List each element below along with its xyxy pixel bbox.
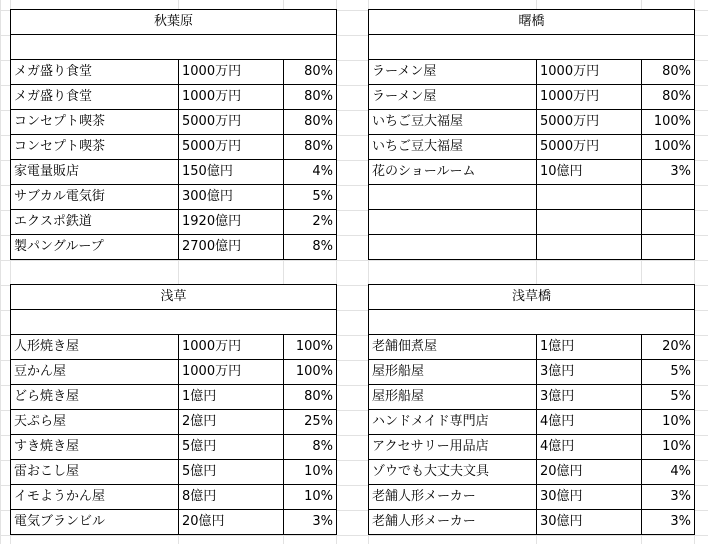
- name-cell[interactable]: 屋形船屋: [369, 360, 537, 385]
- name-cell[interactable]: サブカル電気街: [11, 185, 179, 210]
- amount-cell[interactable]: 1000万円: [179, 85, 284, 110]
- amount-cell[interactable]: 300億円: [179, 185, 284, 210]
- amount-cell[interactable]: 1000万円: [537, 85, 642, 110]
- name-cell[interactable]: 老舗人形メーカー: [369, 510, 537, 535]
- table-row: [369, 235, 695, 260]
- amount-cell[interactable]: 2億円: [179, 410, 284, 435]
- name-cell[interactable]: [369, 235, 537, 260]
- percent-cell[interactable]: 3%: [642, 160, 695, 185]
- name-cell[interactable]: ハンドメイド専門店: [369, 410, 537, 435]
- amount-cell[interactable]: [537, 210, 642, 235]
- percent-cell[interactable]: 80%: [642, 60, 695, 85]
- table-row: [11, 185, 337, 210]
- name-cell[interactable]: 家電量販店: [11, 160, 179, 185]
- name-cell[interactable]: 花のショールーム: [369, 160, 537, 185]
- name-cell[interactable]: 天ぷら屋: [11, 410, 179, 435]
- name-cell[interactable]: メガ盛り食堂: [11, 60, 179, 85]
- amount-cell[interactable]: 3億円: [537, 360, 642, 385]
- name-cell[interactable]: イモようかん屋: [11, 485, 179, 510]
- name-cell[interactable]: 雷おこし屋: [11, 460, 179, 485]
- percent-cell[interactable]: [642, 235, 695, 260]
- amount-cell[interactable]: 30億円: [537, 485, 642, 510]
- percent-cell[interactable]: 10%: [642, 410, 695, 435]
- amount-cell[interactable]: 5000万円: [537, 135, 642, 160]
- percent-cell[interactable]: 20%: [642, 335, 695, 360]
- table-row: [11, 60, 337, 85]
- name-cell[interactable]: ラーメン屋: [369, 85, 537, 110]
- table-row: [369, 135, 695, 160]
- table-akihabara: [10, 9, 337, 260]
- amount-cell[interactable]: 2700億円: [179, 235, 284, 260]
- table-row: [11, 210, 337, 235]
- amount-cell[interactable]: 1000万円: [179, 360, 284, 385]
- table-row: [369, 435, 695, 460]
- table-row: [369, 335, 695, 360]
- amount-cell[interactable]: 1億円: [537, 335, 642, 360]
- table-row: [11, 435, 337, 460]
- amount-cell[interactable]: 8億円: [179, 485, 284, 510]
- percent-cell[interactable]: 80%: [284, 85, 337, 110]
- table-asakusa: [10, 284, 337, 535]
- name-cell[interactable]: コンセプト喫茶: [11, 110, 179, 135]
- amount-cell[interactable]: 20億円: [537, 460, 642, 485]
- percent-cell[interactable]: 25%: [284, 410, 337, 435]
- table-row: [11, 360, 337, 385]
- amount-cell[interactable]: 1000万円: [179, 60, 284, 85]
- name-cell[interactable]: 老舗佃煮屋: [369, 335, 537, 360]
- table-akebonobashi: [368, 9, 695, 260]
- percent-cell[interactable]: [642, 185, 695, 210]
- table-row: [369, 210, 695, 235]
- blank-cell[interactable]: [369, 310, 695, 335]
- percent-cell[interactable]: 10%: [284, 460, 337, 485]
- table-row: [11, 160, 337, 185]
- table-row: [369, 60, 695, 85]
- amount-cell[interactable]: 10億円: [537, 160, 642, 185]
- percent-cell[interactable]: 4%: [284, 160, 337, 185]
- name-cell[interactable]: 老舗人形メーカー: [369, 485, 537, 510]
- name-cell[interactable]: エクスポ鉄道: [11, 210, 179, 235]
- amount-cell[interactable]: [537, 185, 642, 210]
- name-cell[interactable]: 豆かん屋: [11, 360, 179, 385]
- amount-cell[interactable]: 5億円: [179, 460, 284, 485]
- percent-cell[interactable]: [642, 210, 695, 235]
- amount-cell[interactable]: 5000万円: [537, 110, 642, 135]
- percent-cell[interactable]: 5%: [642, 385, 695, 410]
- name-cell[interactable]: すき焼き屋: [11, 435, 179, 460]
- table-row: [11, 335, 337, 360]
- percent-cell[interactable]: 3%: [284, 510, 337, 535]
- amount-cell[interactable]: 1億円: [179, 385, 284, 410]
- name-cell[interactable]: コンセプト喫茶: [11, 135, 179, 160]
- percent-cell[interactable]: 5%: [284, 185, 337, 210]
- table-row: [11, 110, 337, 135]
- name-cell[interactable]: ゾウでも大丈夫文具: [369, 460, 537, 485]
- table-asakusabashi: [368, 284, 695, 535]
- amount-cell[interactable]: 150億円: [179, 160, 284, 185]
- table-row: [369, 485, 695, 510]
- amount-cell[interactable]: 5000万円: [179, 110, 284, 135]
- table-row: [11, 460, 337, 485]
- percent-cell[interactable]: 3%: [642, 485, 695, 510]
- blank-cell[interactable]: [11, 35, 337, 60]
- name-cell[interactable]: いちご豆大福屋: [369, 135, 537, 160]
- percent-cell[interactable]: 100%: [642, 110, 695, 135]
- amount-cell[interactable]: 3億円: [537, 385, 642, 410]
- percent-cell[interactable]: 100%: [284, 360, 337, 385]
- percent-cell[interactable]: 10%: [642, 435, 695, 460]
- amount-cell[interactable]: 1920億円: [179, 210, 284, 235]
- name-cell[interactable]: 人形焼き屋: [11, 335, 179, 360]
- name-cell[interactable]: 屋形船屋: [369, 385, 537, 410]
- amount-cell[interactable]: 30億円: [537, 510, 642, 535]
- percent-cell[interactable]: 80%: [284, 135, 337, 160]
- blank-cell[interactable]: [11, 310, 337, 335]
- percent-cell[interactable]: 2%: [284, 210, 337, 235]
- percent-cell[interactable]: 4%: [642, 460, 695, 485]
- name-cell[interactable]: 製パングループ: [11, 235, 179, 260]
- table-title[interactable]: 曙橋: [369, 10, 695, 35]
- table-row: [11, 135, 337, 160]
- name-cell[interactable]: [369, 210, 537, 235]
- amount-cell[interactable]: 1000万円: [179, 335, 284, 360]
- name-cell[interactable]: 電気ブランビル: [11, 510, 179, 535]
- amount-cell[interactable]: 4億円: [537, 410, 642, 435]
- table-row: [11, 385, 337, 410]
- table-title[interactable]: 浅草: [11, 285, 337, 310]
- percent-cell[interactable]: 100%: [284, 335, 337, 360]
- percent-cell[interactable]: 80%: [642, 85, 695, 110]
- percent-cell[interactable]: 80%: [284, 110, 337, 135]
- table-title[interactable]: 秋葉原: [11, 10, 337, 35]
- amount-cell[interactable]: 4億円: [537, 435, 642, 460]
- table-row: [369, 360, 695, 385]
- table-row: [369, 185, 695, 210]
- amount-cell[interactable]: 20億円: [179, 510, 284, 535]
- table-row: [11, 235, 337, 260]
- table-row: [369, 510, 695, 535]
- name-cell[interactable]: ラーメン屋: [369, 60, 537, 85]
- table-row: [369, 85, 695, 110]
- percent-cell[interactable]: 10%: [284, 485, 337, 510]
- name-cell[interactable]: [369, 185, 537, 210]
- table-row: [369, 160, 695, 185]
- percent-cell[interactable]: 80%: [284, 385, 337, 410]
- blank-cell[interactable]: [369, 35, 695, 60]
- table-row: [11, 485, 337, 510]
- table-row: [11, 510, 337, 535]
- table-row: [11, 85, 337, 110]
- amount-cell[interactable]: 5億円: [179, 435, 284, 460]
- table-row: [369, 460, 695, 485]
- name-cell[interactable]: メガ盛り食堂: [11, 85, 179, 110]
- table-row: [369, 385, 695, 410]
- table-title[interactable]: 浅草橋: [369, 285, 695, 310]
- name-cell[interactable]: いちご豆大福屋: [369, 110, 537, 135]
- percent-cell[interactable]: 100%: [642, 135, 695, 160]
- percent-cell[interactable]: 8%: [284, 235, 337, 260]
- table-row: [369, 410, 695, 435]
- percent-cell[interactable]: 5%: [642, 360, 695, 385]
- percent-cell[interactable]: 3%: [642, 510, 695, 535]
- amount-cell[interactable]: [537, 235, 642, 260]
- name-cell[interactable]: どら焼き屋: [11, 385, 179, 410]
- table-row: [369, 110, 695, 135]
- percent-cell[interactable]: 80%: [284, 60, 337, 85]
- amount-cell[interactable]: 5000万円: [179, 135, 284, 160]
- name-cell[interactable]: アクセサリー用品店: [369, 435, 537, 460]
- amount-cell[interactable]: 1000万円: [537, 60, 642, 85]
- percent-cell[interactable]: 8%: [284, 435, 337, 460]
- table-row: [11, 410, 337, 435]
